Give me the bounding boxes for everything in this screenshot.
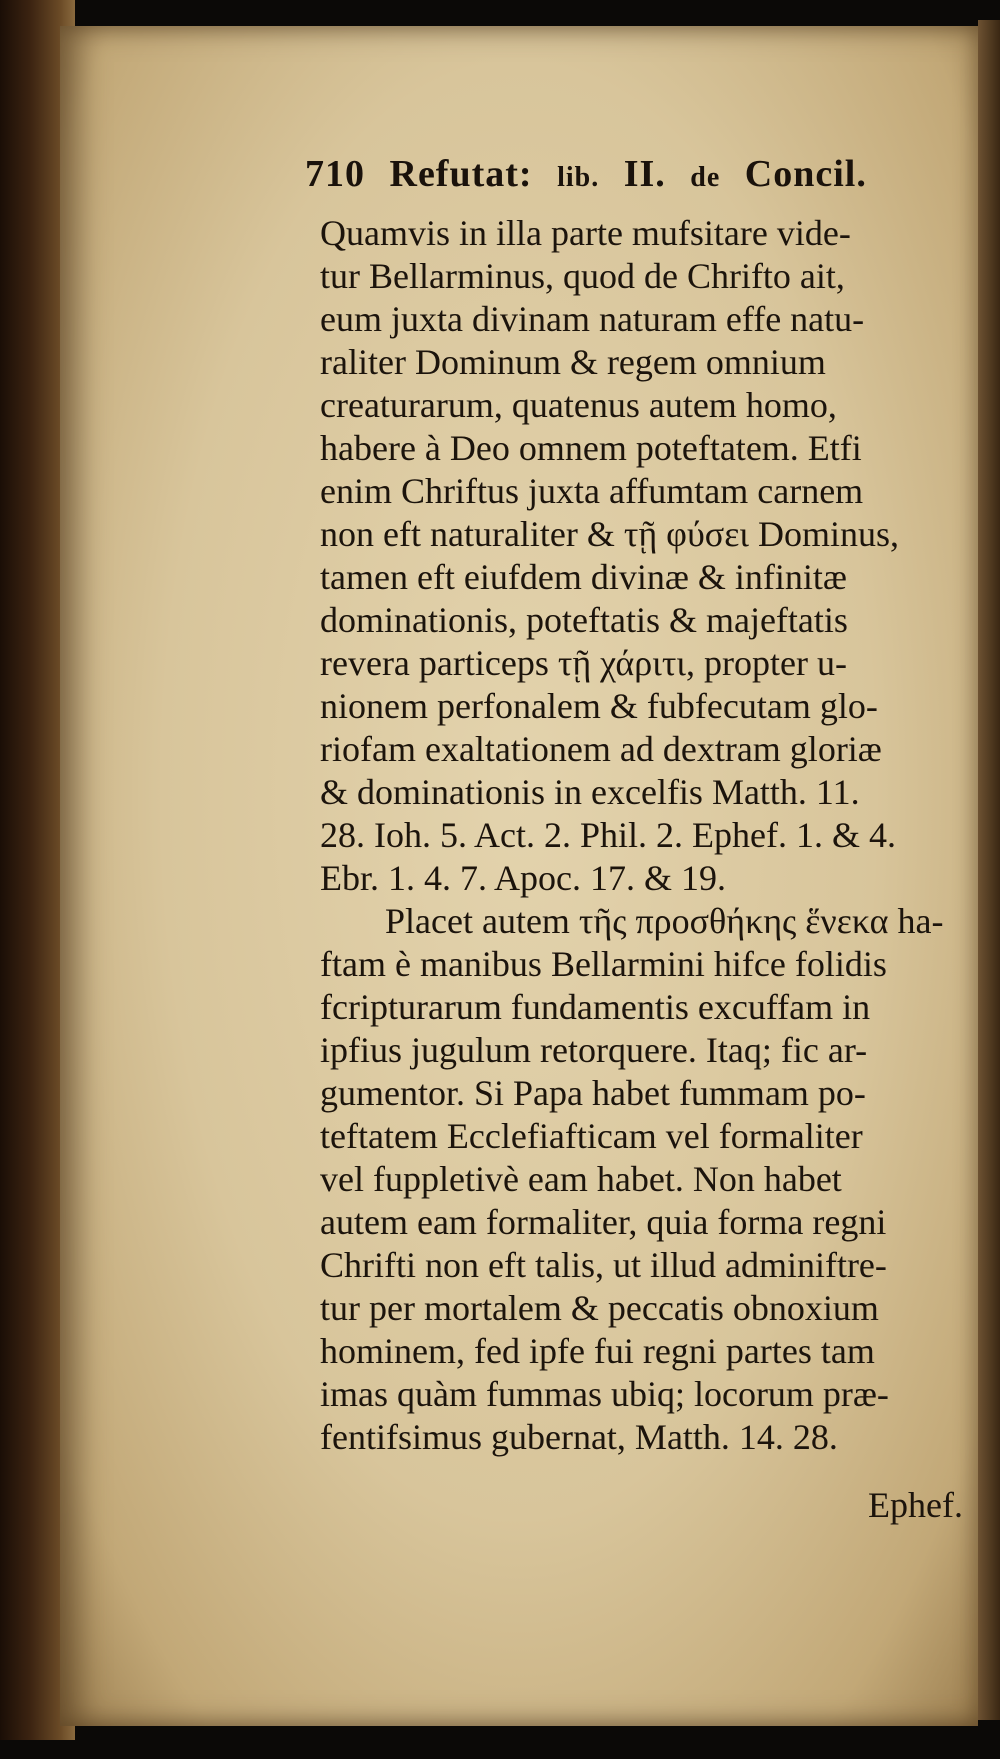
body-text [320, 212, 985, 1459]
running-title-refutat: Refutat: [389, 153, 533, 195]
text-line: dominationis, poteftatis & majeftatis [320, 600, 848, 640]
text-line: hominem, fed ipfe fui regni partes tam [320, 1331, 875, 1371]
running-head [305, 152, 985, 212]
text-line: imas quàm fummas ubiq; locorum præ- [320, 1374, 889, 1414]
running-title-lib: lib. [557, 162, 600, 193]
text-line: creaturarum, quatenus autem homo, [320, 385, 837, 425]
text-line: raliter Dominum & regem omnium [320, 342, 826, 382]
text-line: tur Bellarminus, quod de Chrifto ait, [320, 256, 845, 296]
text-line: tur per mortalem & peccatis obnoxium [320, 1288, 879, 1328]
text-line: fentifsimus gubernat, Matth. 14. 28. [320, 1417, 838, 1457]
text-line: gumentor. Si Papa habet fummam po- [320, 1073, 866, 1113]
text-line: 28. Ioh. 5. Act. 2. Phil. 2. Ephef. 1. & 4. [320, 815, 896, 855]
text-line: ipfius jugulum retorquere. Itaq; fic ar- [320, 1030, 868, 1070]
text-line: autem eam formaliter, quia forma regni [320, 1202, 887, 1242]
text-line: Quamvis in illa parte mufsitare vide- [320, 213, 851, 253]
text-line: Chrifti non eft talis, ut illud adminiftre- [320, 1245, 887, 1285]
text-line: fcripturarum fundamentis excuffam in [320, 987, 871, 1027]
catchword: Ephef. [868, 1485, 963, 1525]
running-title-concil: Concil. [744, 153, 867, 195]
text-line: nionem perfonalem & fubfecutam glo- [320, 686, 878, 726]
text-line: non eft naturaliter & τῇ φύσει Dominus, [320, 514, 900, 554]
text-line: revera particeps τῇ χάριτι, propter u- [320, 643, 847, 683]
text-line: eum juxta divinam naturam effe natu- [320, 299, 865, 339]
text-line: & dominationis in excelfis Matth. 11. [320, 772, 860, 812]
text-line: vel fuppletivè eam habet. Non habet [320, 1159, 842, 1199]
text-line: riofam exaltationem ad dextram gloriæ [320, 729, 882, 769]
paragraph-start-line: Placet autem τῆς προσθήκης ἕνεκα ha- [385, 901, 944, 941]
text-line: ftam è manibus Bellarmini hifce folidis [320, 944, 887, 984]
text-line: tamen eft eiufdem divinæ & infinitæ [320, 557, 847, 597]
text-line: enim Chriftus juxta affumtam carnem [320, 471, 864, 511]
running-title-book-number: II. [623, 153, 666, 195]
text-line: teftatem Ecclefiafticam vel formaliter [320, 1116, 863, 1156]
text-line: habere à Deo omnem poteftatem. Etfi [320, 428, 862, 468]
page-number: 710 [305, 153, 365, 195]
running-title-de: de [690, 162, 721, 193]
text-line: Ebr. 1. 4. 7. Apoc. 17. & 19. [320, 858, 726, 898]
